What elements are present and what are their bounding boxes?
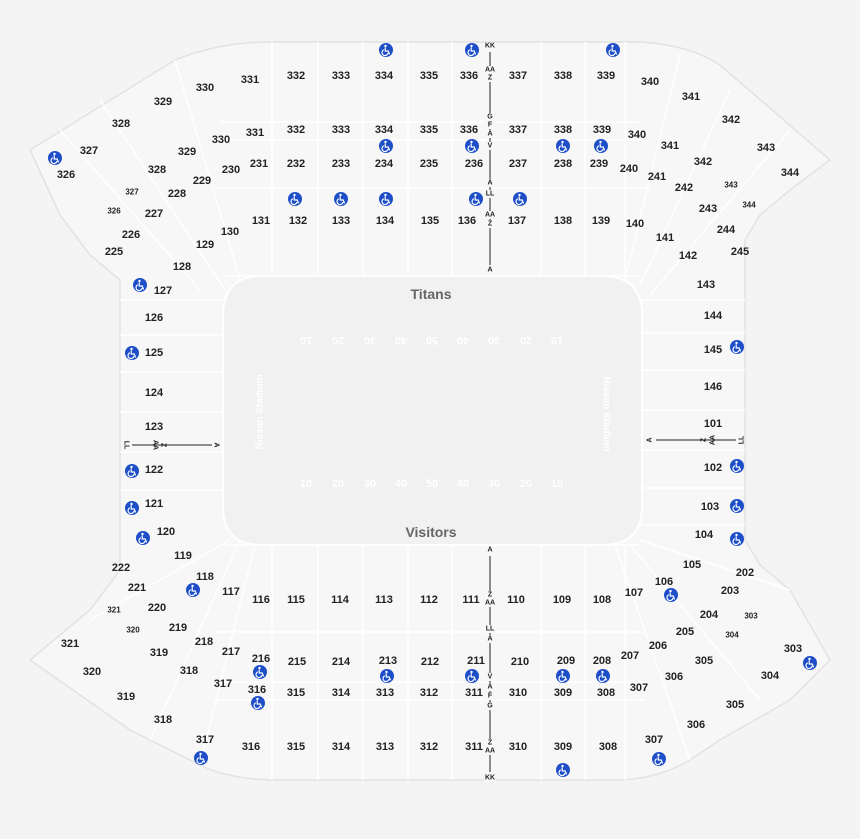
yard-number: 50	[425, 478, 439, 490]
wheelchair-icon	[465, 669, 479, 683]
wheelchair-icon	[125, 501, 139, 515]
section-140[interactable]: 140	[625, 218, 645, 230]
section-338[interactable]: 338	[553, 124, 573, 136]
section-118[interactable]: 118	[196, 571, 214, 583]
row-marker: Z	[487, 739, 493, 747]
section-339[interactable]: 339	[592, 124, 612, 136]
yard-number: 40	[394, 334, 408, 346]
wheelchair-icon	[379, 43, 393, 57]
section-321[interactable]: 321	[107, 605, 121, 615]
section-211[interactable]: 211	[467, 655, 485, 667]
section-306[interactable]: 306	[686, 719, 706, 731]
section-313[interactable]: 313	[375, 741, 395, 753]
section-238[interactable]: 238	[553, 158, 573, 170]
section-332[interactable]: 332	[286, 124, 306, 136]
section-242[interactable]: 242	[674, 182, 694, 194]
section-203[interactable]: 203	[720, 585, 740, 597]
section-133[interactable]: 133	[331, 215, 351, 227]
section-213[interactable]: 213	[378, 655, 398, 667]
section-210[interactable]: 210	[510, 656, 530, 668]
section-207[interactable]: 207	[620, 650, 640, 662]
section-108[interactable]: 108	[592, 594, 612, 606]
row-marker: KK	[484, 774, 496, 782]
section-334[interactable]: 334	[374, 124, 394, 136]
section-328[interactable]: 328	[147, 164, 167, 176]
section-305[interactable]: 305	[694, 655, 714, 667]
section-208[interactable]: 208	[592, 655, 612, 667]
wheelchair-icon	[288, 192, 302, 206]
section-312[interactable]: 312	[419, 687, 439, 699]
section-138[interactable]: 138	[553, 215, 573, 227]
section-340[interactable]: 340	[640, 76, 660, 88]
section-225[interactable]: 225	[104, 246, 124, 258]
section-316[interactable]: 316	[247, 684, 267, 696]
section-333[interactable]: 333	[331, 124, 351, 136]
section-144[interactable]: 144	[703, 310, 723, 322]
section-233[interactable]: 233	[331, 158, 351, 170]
section-202[interactable]: 202	[735, 567, 755, 579]
section-313[interactable]: 313	[375, 687, 395, 699]
wheelchair-icon	[730, 459, 744, 473]
row-marker: AA	[484, 66, 496, 74]
section-142[interactable]: 142	[678, 250, 698, 262]
section-330[interactable]: 330	[211, 134, 231, 146]
section-303[interactable]: 303	[744, 611, 758, 621]
section-237[interactable]: 237	[508, 158, 528, 170]
section-309[interactable]: 309	[553, 741, 573, 753]
row-marker: AA	[151, 439, 159, 451]
section-121[interactable]: 121	[144, 498, 164, 510]
home-team-label: Titans	[410, 286, 452, 302]
section-311[interactable]: 311	[465, 687, 483, 699]
section-310[interactable]: 310	[508, 687, 528, 699]
section-321[interactable]: 321	[60, 638, 80, 650]
row-marker: LL	[122, 440, 130, 450]
section-123[interactable]: 123	[144, 421, 164, 433]
row-marker: A	[646, 437, 654, 443]
section-314[interactable]: 314	[331, 687, 351, 699]
section-124[interactable]: 124	[144, 387, 164, 399]
section-244[interactable]: 244	[716, 224, 736, 236]
yard-number: 30	[363, 478, 377, 490]
section-219[interactable]: 219	[168, 622, 188, 634]
section-109[interactable]: 109	[552, 594, 572, 606]
wheelchair-icon	[556, 669, 570, 683]
section-131[interactable]: 131	[251, 215, 271, 227]
yard-number: 10	[299, 478, 313, 490]
section-136[interactable]: 136	[457, 215, 477, 227]
row-marker: Z	[700, 437, 708, 443]
wheelchair-icon	[594, 139, 608, 153]
section-229[interactable]: 229	[192, 175, 212, 187]
section-231[interactable]: 231	[249, 158, 269, 170]
section-122[interactable]: 122	[144, 464, 164, 476]
wheelchair-icon	[513, 192, 527, 206]
wheelchair-icon	[379, 192, 393, 206]
section-331[interactable]: 331	[240, 74, 260, 86]
section-212[interactable]: 212	[420, 656, 440, 668]
section-308[interactable]: 308	[598, 741, 618, 753]
section-206[interactable]: 206	[648, 640, 668, 652]
section-227[interactable]: 227	[144, 208, 164, 220]
section-326[interactable]: 326	[107, 206, 121, 216]
row-marker: A	[487, 266, 493, 274]
row-marker: A	[487, 130, 493, 138]
section-234[interactable]: 234	[374, 158, 394, 170]
wheelchair-icon	[730, 340, 744, 354]
wheelchair-icon	[803, 656, 817, 670]
wheelchair-icon	[48, 151, 62, 165]
section-317[interactable]: 317	[195, 734, 215, 746]
section-101[interactable]: 101	[703, 418, 723, 430]
section-318[interactable]: 318	[153, 714, 173, 726]
section-209[interactable]: 209	[556, 655, 576, 667]
section-217[interactable]: 217	[221, 646, 241, 658]
section-214[interactable]: 214	[331, 656, 351, 668]
wheelchair-icon	[125, 464, 139, 478]
section-341[interactable]: 341	[660, 140, 680, 152]
row-marker: KK	[484, 42, 496, 50]
section-342[interactable]: 342	[693, 156, 713, 168]
section-135[interactable]: 135	[420, 215, 440, 227]
venue-label-left: Nissan Stadium	[254, 374, 266, 450]
yard-number: 30	[487, 478, 501, 490]
section-128[interactable]: 128	[172, 261, 192, 273]
section-116[interactable]: 116	[252, 594, 270, 606]
section-226[interactable]: 226	[121, 229, 141, 241]
section-125[interactable]: 125	[144, 347, 164, 359]
section-114[interactable]: 114	[331, 594, 349, 606]
yard-number: 50	[425, 334, 439, 346]
section-228[interactable]: 228	[167, 188, 187, 200]
wheelchair-icon	[596, 669, 610, 683]
section-327[interactable]: 327	[79, 145, 99, 157]
yard-number: 40	[456, 478, 470, 490]
playing-field	[223, 276, 642, 545]
section-221[interactable]: 221	[127, 582, 147, 594]
wheelchair-icon	[730, 499, 744, 513]
section-304[interactable]: 304	[760, 670, 780, 682]
row-marker: G	[487, 702, 493, 710]
section-239[interactable]: 239	[589, 158, 609, 170]
section-306[interactable]: 306	[664, 671, 684, 683]
section-102[interactable]: 102	[703, 462, 723, 474]
section-220[interactable]: 220	[147, 602, 167, 614]
section-336[interactable]: 336	[459, 70, 479, 82]
section-335[interactable]: 335	[419, 124, 439, 136]
wheelchair-icon	[136, 531, 150, 545]
section-337[interactable]: 337	[508, 70, 528, 82]
wheelchair-icon	[334, 192, 348, 206]
yard-number: 20	[331, 334, 345, 346]
wheelchair-icon	[465, 139, 479, 153]
row-marker: Z	[487, 591, 493, 599]
yard-numbers-top	[300, 334, 563, 346]
wheelchair-icon	[380, 669, 394, 683]
row-marker: V	[487, 142, 493, 150]
section-333[interactable]: 333	[331, 70, 351, 82]
yard-number: 30	[363, 334, 377, 346]
section-110[interactable]: 110	[507, 594, 525, 606]
section-126[interactable]: 126	[144, 312, 164, 324]
section-143[interactable]: 143	[696, 279, 716, 291]
section-315[interactable]: 315	[286, 687, 306, 699]
section-344[interactable]: 344	[742, 200, 756, 210]
row-marker: Z	[487, 74, 493, 82]
row-marker: A	[487, 179, 493, 187]
section-309[interactable]: 309	[553, 687, 573, 699]
row-marker: Z	[159, 442, 167, 448]
section-111[interactable]: 111	[462, 594, 480, 606]
section-218[interactable]: 218	[194, 636, 214, 648]
section-243[interactable]: 243	[698, 203, 718, 215]
section-129[interactable]: 129	[195, 239, 215, 251]
section-342[interactable]: 342	[721, 114, 741, 126]
section-310[interactable]: 310	[508, 741, 528, 753]
section-307[interactable]: 307	[629, 682, 649, 694]
section-332[interactable]: 332	[286, 70, 306, 82]
wheelchair-icon	[125, 346, 139, 360]
section-245[interactable]: 245	[730, 246, 750, 258]
section-139[interactable]: 139	[591, 215, 611, 227]
section-316[interactable]: 316	[241, 741, 261, 753]
section-327[interactable]: 327	[125, 187, 139, 197]
section-319[interactable]: 319	[116, 691, 136, 703]
section-318[interactable]: 318	[179, 665, 199, 677]
section-105[interactable]: 105	[682, 559, 702, 571]
section-146[interactable]: 146	[703, 381, 723, 393]
wheelchair-icon	[664, 588, 678, 602]
section-132[interactable]: 132	[288, 215, 308, 227]
wheelchair-icon	[186, 583, 200, 597]
section-216[interactable]: 216	[251, 653, 271, 665]
row-marker: Z	[487, 220, 493, 228]
wheelchair-icon	[652, 752, 666, 766]
wheelchair-icon	[730, 532, 744, 546]
yard-number: 10	[299, 334, 313, 346]
section-130[interactable]: 130	[220, 226, 240, 238]
wheelchair-icon	[465, 43, 479, 57]
section-141[interactable]: 141	[655, 232, 675, 244]
section-335[interactable]: 335	[419, 70, 439, 82]
yard-number: 30	[487, 334, 501, 346]
section-236[interactable]: 236	[464, 158, 484, 170]
row-marker: AA	[484, 599, 496, 607]
section-112[interactable]: 112	[420, 594, 438, 606]
row-marker: A	[212, 442, 220, 448]
section-107[interactable]: 107	[624, 587, 644, 599]
section-106[interactable]: 106	[654, 576, 674, 588]
yard-number: 20	[331, 478, 345, 490]
section-120[interactable]: 120	[156, 526, 176, 538]
section-305[interactable]: 305	[725, 699, 745, 711]
section-308[interactable]: 308	[596, 687, 616, 699]
section-326[interactable]: 326	[56, 169, 76, 181]
row-marker: V	[487, 673, 493, 681]
section-314[interactable]: 314	[331, 741, 351, 753]
section-137[interactable]: 137	[507, 215, 527, 227]
row-marker: AA	[484, 747, 496, 755]
wheelchair-icon	[606, 43, 620, 57]
section-343[interactable]: 343	[724, 180, 738, 190]
section-315[interactable]: 315	[286, 741, 306, 753]
yard-number: 20	[519, 334, 533, 346]
section-329[interactable]: 329	[177, 146, 197, 158]
section-343[interactable]: 343	[756, 142, 776, 154]
row-marker: LL	[738, 435, 746, 445]
row-marker: A	[487, 635, 493, 643]
venue-label-right: Nissan Stadium	[600, 376, 612, 452]
section-115[interactable]: 115	[287, 594, 305, 606]
section-241[interactable]: 241	[647, 171, 667, 183]
row-marker: F	[487, 121, 493, 129]
wheelchair-icon	[556, 763, 570, 777]
section-320[interactable]: 320	[126, 625, 140, 635]
section-304[interactable]: 304	[725, 630, 739, 640]
yard-number: 10	[550, 334, 564, 346]
section-222[interactable]: 222	[111, 562, 131, 574]
section-134[interactable]: 134	[375, 215, 395, 227]
section-317[interactable]: 317	[213, 678, 233, 690]
wheelchair-icon	[194, 751, 208, 765]
row-marker: F	[487, 692, 493, 700]
yard-number: 10	[550, 478, 564, 490]
section-113[interactable]: 113	[375, 594, 393, 606]
section-240[interactable]: 240	[619, 163, 639, 175]
section-331[interactable]: 331	[245, 127, 265, 139]
wheelchair-icon	[556, 139, 570, 153]
wheelchair-icon	[251, 696, 265, 710]
section-330[interactable]: 330	[195, 82, 215, 94]
section-127[interactable]: 127	[153, 285, 173, 297]
wheelchair-icon	[379, 139, 393, 153]
row-marker: AA	[709, 434, 717, 446]
section-145[interactable]: 145	[703, 344, 723, 356]
row-marker: A	[487, 546, 493, 554]
row-marker: AA	[484, 211, 496, 219]
yard-number: 40	[394, 478, 408, 490]
section-215[interactable]: 215	[287, 656, 307, 668]
yard-number: 20	[519, 478, 533, 490]
away-team-label: Visitors	[405, 524, 457, 540]
wheelchair-icon	[469, 192, 483, 206]
section-230[interactable]: 230	[221, 164, 241, 176]
section-344[interactable]: 344	[780, 167, 800, 179]
section-307[interactable]: 307	[644, 734, 664, 746]
section-117[interactable]: 117	[222, 586, 240, 598]
section-334[interactable]: 334	[374, 70, 394, 82]
section-339[interactable]: 339	[596, 70, 616, 82]
yard-numbers-bottom	[300, 478, 563, 490]
section-320[interactable]: 320	[82, 666, 102, 678]
section-103[interactable]: 103	[700, 501, 720, 513]
wheelchair-icon	[133, 278, 147, 292]
section-303[interactable]: 303	[783, 643, 803, 655]
section-311[interactable]: 311	[465, 741, 483, 753]
row-marker: LL	[485, 190, 495, 198]
section-329[interactable]: 329	[153, 96, 173, 108]
section-205[interactable]: 205	[675, 626, 695, 638]
row-marker: LL	[485, 625, 495, 633]
section-328[interactable]: 328	[111, 118, 131, 130]
section-104[interactable]: 104	[694, 529, 714, 541]
section-340[interactable]: 340	[627, 129, 647, 141]
section-235[interactable]: 235	[419, 158, 439, 170]
row-marker: A	[487, 683, 493, 691]
section-336[interactable]: 336	[459, 124, 479, 136]
section-204[interactable]: 204	[699, 609, 719, 621]
yard-number: 40	[456, 334, 470, 346]
section-232[interactable]: 232	[286, 158, 306, 170]
section-337[interactable]: 337	[508, 124, 528, 136]
row-marker: G	[487, 113, 493, 121]
section-119[interactable]: 119	[174, 550, 192, 562]
wheelchair-icon	[253, 665, 267, 679]
section-312[interactable]: 312	[419, 741, 439, 753]
section-341[interactable]: 341	[681, 91, 701, 103]
section-319[interactable]: 319	[149, 647, 169, 659]
section-338[interactable]: 338	[553, 70, 573, 82]
